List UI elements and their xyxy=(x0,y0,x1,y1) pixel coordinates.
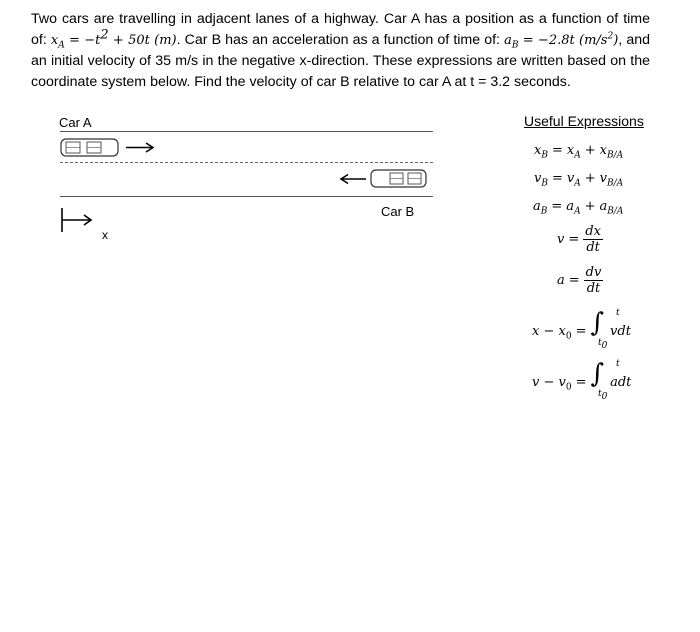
relative-position-equation: $x_B = x_A + x_{B/A}$ xyxy=(534,143,624,161)
lane-top-line xyxy=(60,131,433,132)
relative-acceleration-equation: $a_B = a_A + a_{B/A}$ xyxy=(533,199,624,217)
car-b-icon xyxy=(338,168,430,190)
problem-text-3: , and an initial velocity of 35 m/s in the negative x-direction. These expressions are written based on the coordinate system below. Find the velocity of car B relative to car A at t = 3.2 seconds. xyxy=(31,32,650,90)
relative-velocity-equation: $v_B = v_A + v_{B/A}$ xyxy=(534,171,624,189)
car-a-position-equation: $x_A = -t^2 + 50t$ (m) xyxy=(50,27,177,51)
problem-statement xyxy=(31,9,650,93)
problem-text-2: . Car B has an acceleration as a function of time of: xyxy=(176,32,505,48)
car-b-label: Car B xyxy=(381,204,415,219)
lane-divider-line xyxy=(60,162,433,163)
problem-text-1: Two cars are travelling in adjacent lanes of a highway. Car A has a position as a function of time of: xyxy=(31,11,650,48)
car-b-acceleration-equation: $a_B = -2.8t$ $(m/s^2)$ xyxy=(504,31,619,51)
lane-bottom-line xyxy=(60,196,433,197)
useful-expressions-title: Useful Expressions xyxy=(524,113,644,129)
car-a-icon xyxy=(60,137,160,159)
velocity-definition-equation: v = $\frac{dx}{dt}$ xyxy=(557,224,601,255)
x-axis-arrow-icon xyxy=(58,205,108,237)
velocity-integral-equation: $v - v_0$ = ∫ adt t $t_0$ xyxy=(532,359,632,402)
car-a-label: Car A xyxy=(59,115,92,130)
acceleration-definition-equation: a = $\frac{dv}{dt}$ xyxy=(557,265,602,296)
position-integral-equation: $x - x_0$ = ∫ vdt t $t_0$ xyxy=(532,308,631,351)
x-axis-label: x xyxy=(102,228,108,242)
